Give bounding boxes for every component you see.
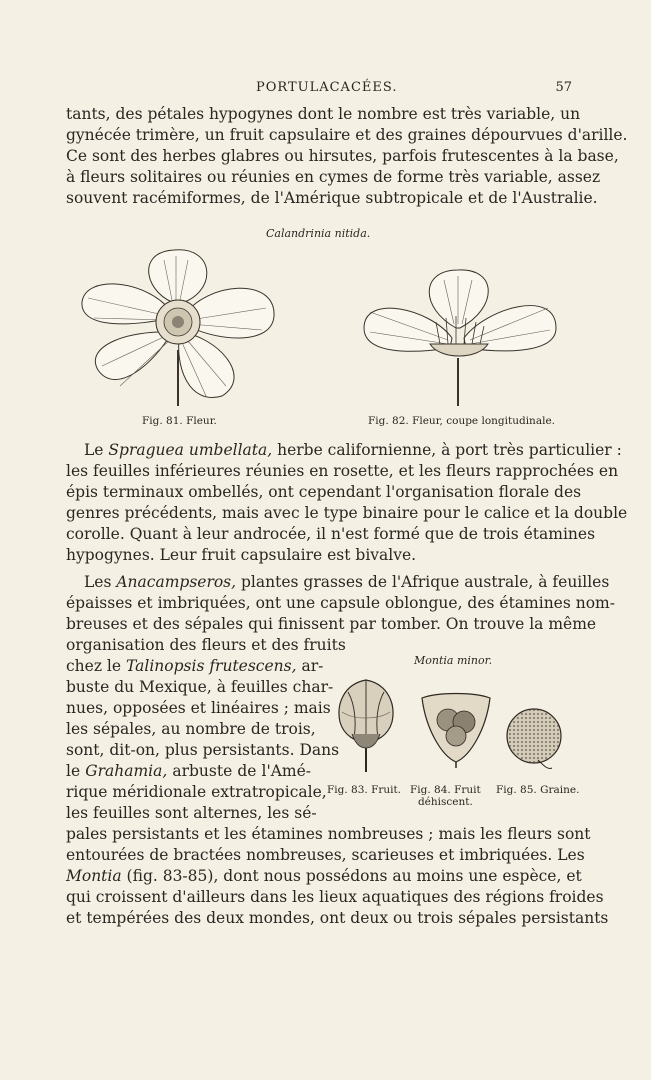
- genus-name: Montia: [66, 867, 122, 885]
- text-line: genres précédents, mais avec le type binaire pour le calice et la double: [66, 504, 628, 522]
- text-line: buste du Mexique, à feuilles char-: [66, 678, 334, 696]
- flower-section-illustration: [360, 268, 560, 408]
- figure-84-caption-line2: déhiscent.: [417, 796, 473, 808]
- text-line: [66, 440, 622, 461]
- genus-name: Grahamia,: [85, 762, 168, 780]
- text-line: [66, 572, 610, 593]
- paragraph-1: [66, 104, 628, 209]
- text-line: à fleurs solitaires ou réunies en cymes de forme très variable, assez: [66, 168, 601, 186]
- text-run: Les: [84, 573, 117, 591]
- text-run: Le: [84, 441, 109, 459]
- figure-caption-montia: Montia minor.: [414, 654, 493, 667]
- page-number: 57: [555, 80, 572, 95]
- text-line: les feuilles inférieures réunies en rosette, et les fleurs rapprochées en: [66, 462, 619, 480]
- text-line: nues, opposées et linéaires ; mais: [66, 699, 331, 717]
- text-run: arbuste de l'Amé-: [167, 762, 312, 780]
- text-run: herbe californienne, à port très particulier :: [272, 441, 622, 459]
- text-line: rique méridionale extratropicale,: [66, 783, 327, 801]
- figure-83-caption: Fig. 83. Fruit.: [327, 784, 402, 796]
- text-line: Ce sont des herbes glabres ou hirsutes, parfois frutescentes à la base,: [66, 147, 619, 165]
- text-line: et tempérées des deux mondes, ont deux ou trois sépales persistants: [66, 909, 609, 927]
- text-line: tants, des pétales hypogynes dont le nombre est très variable, un: [66, 105, 581, 123]
- text-line: [66, 866, 582, 887]
- figure-caption-calandrinia: Calandrinia nitida.: [266, 227, 371, 240]
- text-line: épaisses et imbriquées, ont une capsule oblongue, des étamines nom-: [66, 594, 615, 612]
- figure-84-caption-line1: Fig. 84. Fruit: [410, 784, 481, 796]
- text-line: pales persistants et les étamines nombreuses ; mais les fleurs sont: [66, 825, 591, 843]
- text-line: [66, 761, 311, 782]
- text-line: breuses et des sépales qui finissent par tomber. On trouve la même: [66, 615, 597, 633]
- text-run: ar-: [296, 657, 324, 675]
- paragraph-3-narrow: [66, 635, 346, 824]
- figure-85-caption: Fig. 85. Graine.: [496, 784, 580, 796]
- text-line: les feuilles sont alternes, les sé-: [66, 804, 317, 822]
- paragraph-3-wide: [66, 824, 609, 929]
- text-line: épis terminaux ombellés, ont cependant l'organisation florale des: [66, 483, 582, 501]
- header-title: PORTULACACÉES.: [256, 80, 398, 95]
- seed-illustration: [504, 704, 564, 774]
- text-line: souvent racémiformes, de l'Amérique subtropicale et de l'Australie.: [66, 189, 598, 207]
- paragraph-3: [66, 572, 615, 635]
- text-line: entourées de bractées nombreuses, scarieuses et imbriquées. Les: [66, 846, 585, 864]
- text-line: qui croissent d'ailleurs dans les lieux aquatiques des régions froides: [66, 888, 604, 906]
- text-line: gynécée trimère, un fruit capsulaire et des graines dépourvues d'arille.: [66, 126, 628, 144]
- figure-81-caption: Fig. 81. Fleur.: [142, 415, 217, 427]
- fruit-illustration: [334, 676, 398, 776]
- dehiscent-fruit-illustration: [418, 690, 494, 770]
- text-run: chez le: [66, 657, 126, 675]
- text-line: [66, 656, 324, 677]
- text-run: plantes grasses de l'Afrique australe, à feuilles: [236, 573, 610, 591]
- genus-name: Anacampseros,: [116, 573, 237, 591]
- flower-illustration: [76, 246, 280, 408]
- text-line: hypogynes. Leur fruit capsulaire est bivalve.: [66, 546, 417, 564]
- text-line: sont, dit-on, plus persistants. Dans: [66, 741, 340, 759]
- figure-82-caption: Fig. 82. Fleur, coupe longitudinale.: [368, 415, 555, 427]
- paragraph-2: [66, 440, 628, 566]
- text-line: organisation des fleurs et des fruits: [66, 636, 346, 654]
- figure-84-caption: [410, 784, 481, 808]
- text-run: (fig. 83-85), dont nous possédons au moins une espèce, et: [121, 867, 582, 885]
- species-name: Talinopsis frutescens,: [126, 657, 297, 675]
- text-run: le: [66, 762, 86, 780]
- text-line: corolle. Quant à leur androcée, il n'est formé que de trois étamines: [66, 525, 596, 543]
- text-line: les sépales, au nombre de trois,: [66, 720, 316, 738]
- running-header: [66, 78, 572, 100]
- species-name: Spraguea umbellata,: [108, 441, 273, 459]
